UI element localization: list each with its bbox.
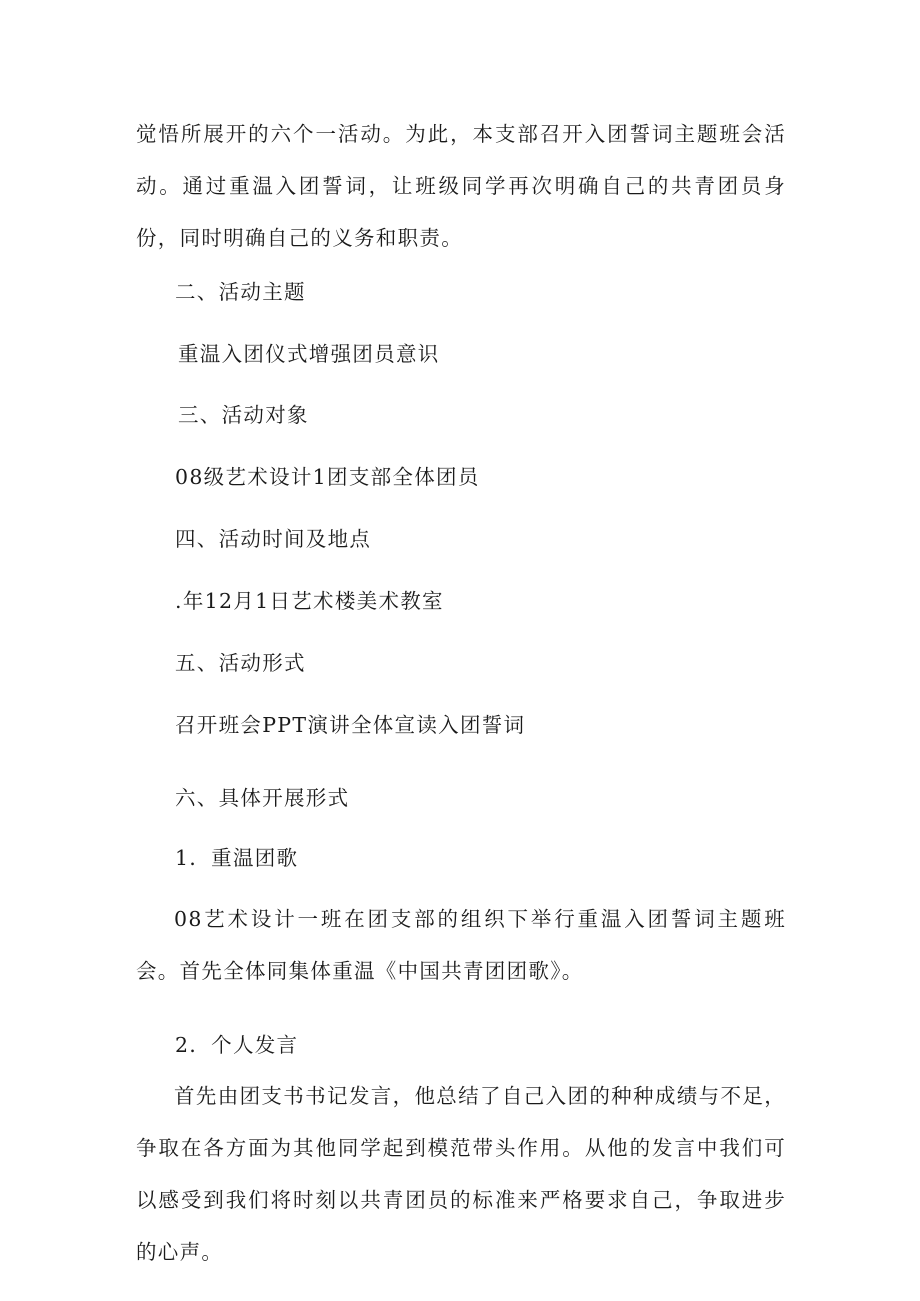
section-heading-theme: 二、活动主题 (175, 280, 306, 304)
section-heading-time-place: 四、活动时间及地点 (175, 527, 372, 551)
intro-paragraph: 觉悟所展开的六个一活动。为此，本支部召开入团誓词主题班会活动。通过重温入团誓词，让班级同学再次明确自己的共青团员身份，同时明确自己的义务和职责。 (136, 122, 786, 250)
item2-paragraph: 首先由团支书书记发言，他总结了自己入团的种种成绩与不足，争取在各方面为其他同学起到模范带头作用。从他的发言中我们可以感受到我们将时刻以共青团员的标准来严格要求自己，争取进步的心声。 (136, 1084, 786, 1264)
section-heading-details: 六、具体开展形式 (175, 786, 350, 810)
item1-title: 1．重温团歌 (175, 846, 299, 870)
item1-paragraph: 08艺术设计一班在团支部的组织下举行重温入团誓词主题班会。首先全体同集体重温《中国共青团团歌》。 (136, 907, 786, 983)
section-heading-form: 五、活动形式 (175, 651, 306, 675)
theme-text: 重温入团仪式增强团员意识 (178, 342, 440, 366)
time-place-text: .年12月1日艺术楼美术教室 (175, 589, 444, 613)
item2-title: 2．个人发言 (175, 1033, 299, 1057)
form-text: 召开班会PPT演讲全体宣读入团誓词 (175, 713, 526, 737)
target-text: 08级艺术设计1团支部全体团员 (175, 465, 480, 489)
section-heading-target: 三、活动对象 (178, 403, 309, 427)
